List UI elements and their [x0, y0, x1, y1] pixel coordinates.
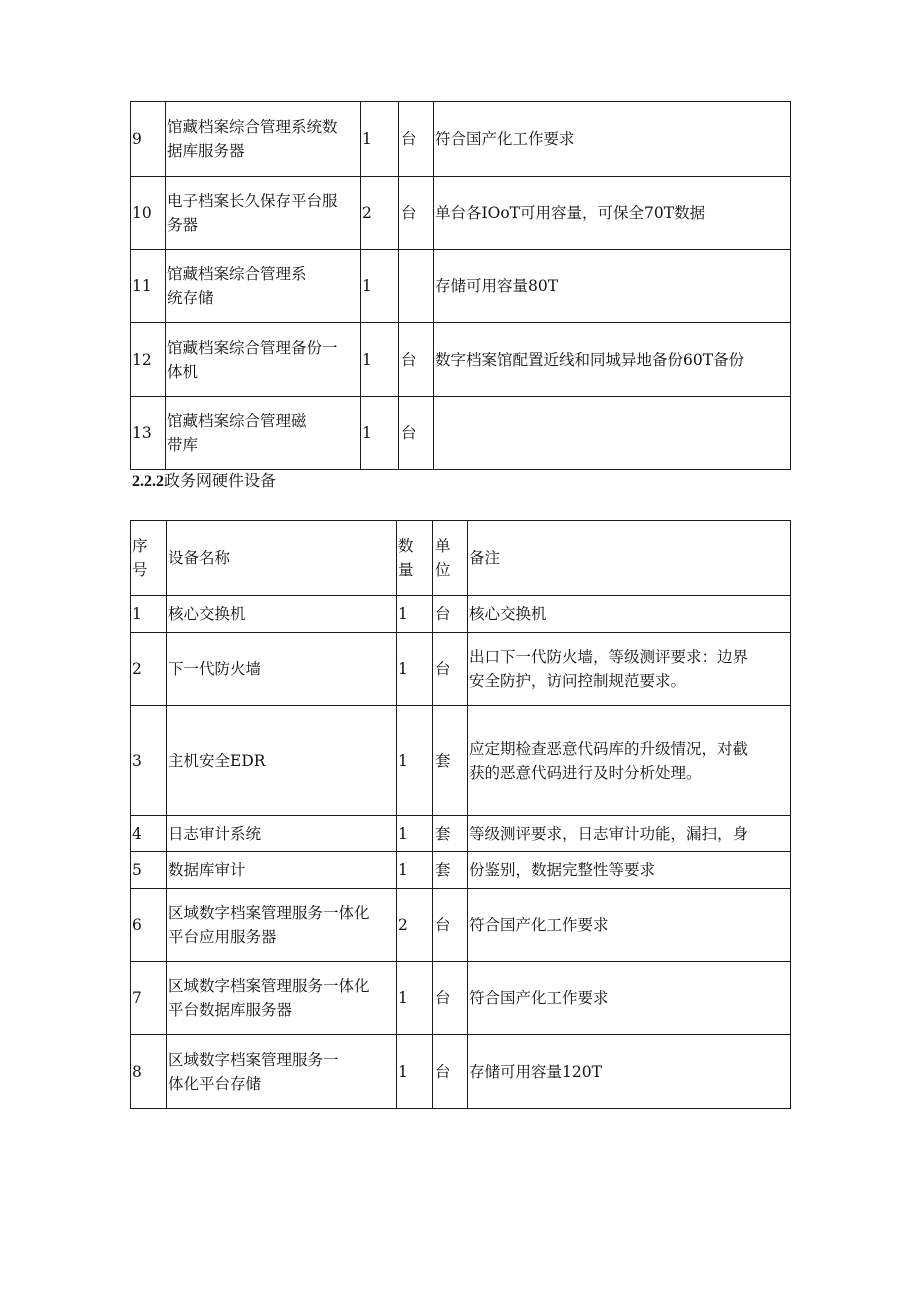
device-name — [167, 962, 397, 1035]
device-name: 核心交换机 — [167, 596, 397, 633]
quantity: 1 — [361, 397, 399, 470]
row-number: 4 — [131, 816, 167, 852]
header-quantity-line: 量 — [398, 561, 414, 579]
device-name-line: 电子档案长久保存平台服 — [167, 192, 338, 210]
row-number: 6 — [131, 889, 167, 962]
unit: 台 — [433, 1035, 468, 1109]
server-table — [130, 101, 791, 470]
note: 核心交换机 — [468, 596, 791, 633]
row-number: 5 — [131, 852, 167, 889]
section-number: 2.2.2 — [132, 473, 164, 490]
header-device-name: 设备名称 — [167, 521, 397, 596]
table-row — [131, 889, 791, 962]
quantity: 1 — [397, 1035, 433, 1109]
note — [468, 706, 791, 816]
header-number-line: 序 — [132, 537, 148, 555]
note: 符合国产化工作要求 — [468, 962, 791, 1035]
device-name-line: 区域数字档案管理服务一体化 — [168, 977, 370, 995]
header-number — [131, 521, 167, 596]
device-name-line: 体机 — [167, 362, 199, 381]
table-row — [131, 323, 791, 397]
quantity: 1 — [361, 250, 399, 323]
device-name-line: 统存储 — [167, 289, 214, 307]
quantity: 1 — [361, 323, 399, 397]
note-line: 安全防护，访问控制规范要求。 — [469, 672, 687, 690]
device-name — [167, 1035, 397, 1109]
device-name-line: 据库服务器 — [167, 142, 245, 160]
device-name: 下一代防火墙 — [167, 633, 397, 706]
device-name — [166, 323, 361, 397]
unit: 台 — [433, 962, 468, 1035]
unit: 套 — [433, 852, 468, 889]
device-name-line: 馆藏档案综合管理磁 — [167, 412, 307, 430]
header-unit — [433, 521, 468, 596]
row-number: 8 — [131, 1035, 167, 1109]
device-name-line: 馆藏档案综合管理备份一 — [167, 338, 338, 357]
header-number-line: 号 — [132, 561, 148, 579]
table-row — [131, 962, 791, 1035]
quantity: 1 — [361, 102, 399, 177]
quantity: 2 — [361, 177, 399, 250]
note: 符合国产化工作要求 — [434, 102, 791, 177]
quantity: 1 — [397, 706, 433, 816]
unit: 套 — [433, 816, 468, 852]
device-name — [166, 177, 361, 250]
row-number: 12 — [131, 323, 166, 397]
note: 符合国产化工作要求 — [468, 889, 791, 962]
unit — [399, 250, 434, 323]
gov-network-hardware-table — [130, 520, 791, 1109]
note: 存储可用容量80T — [434, 250, 791, 323]
section-title: 政务网硬件设备 — [164, 471, 277, 490]
section-heading — [132, 470, 276, 493]
table-row — [131, 397, 791, 470]
unit: 台 — [433, 633, 468, 706]
device-name — [166, 102, 361, 177]
quantity: 1 — [397, 596, 433, 633]
table-row — [131, 706, 791, 816]
table-row — [131, 177, 791, 250]
note: 单台各IOoT可用容量，可保全70T数据 — [434, 177, 791, 250]
unit: 台 — [433, 596, 468, 633]
device-name-line: 体化平台存储 — [168, 1074, 262, 1093]
note-line: 应定期检查恶意代码库的升级情况，对截 — [469, 739, 749, 758]
device-name — [166, 397, 361, 470]
device-name-line: 平台应用服务器 — [168, 928, 277, 946]
device-name-line: 区域数字档案管理服务一体化 — [168, 904, 370, 922]
note-line: 出口下一代防火墙，等级测评要求：边界 — [469, 648, 749, 666]
row-number: 2 — [131, 633, 167, 706]
header-quantity-line: 数 — [398, 537, 414, 555]
table-row — [131, 816, 791, 852]
unit: 台 — [399, 177, 434, 250]
row-number: 13 — [131, 397, 166, 470]
device-name: 数据库审计 — [167, 852, 397, 889]
quantity: 1 — [397, 816, 433, 852]
table-row — [131, 1035, 791, 1109]
quantity: 1 — [397, 633, 433, 706]
table-header-row — [131, 521, 791, 596]
quantity: 2 — [397, 889, 433, 962]
table-row — [131, 250, 791, 323]
header-unit-line: 单 — [435, 537, 451, 555]
note: 份鉴别，数据完整性等要求 — [468, 852, 791, 889]
note: 存储可用容量120T — [468, 1035, 791, 1109]
device-name-line: 平台数据库服务器 — [168, 1001, 293, 1019]
row-number: 3 — [131, 706, 167, 816]
header-quantity — [397, 521, 433, 596]
device-name-line: 带库 — [167, 436, 199, 454]
row-number: 7 — [131, 962, 167, 1035]
table-row — [131, 102, 791, 177]
unit: 台 — [399, 397, 434, 470]
unit: 台 — [433, 889, 468, 962]
header-note: 备注 — [468, 521, 791, 596]
table-row — [131, 633, 791, 706]
header-unit-line: 位 — [435, 561, 451, 579]
device-name: 日志审计系统 — [167, 816, 397, 852]
quantity: 1 — [397, 962, 433, 1035]
unit: 台 — [399, 102, 434, 177]
row-number: 11 — [131, 250, 166, 323]
table-row — [131, 596, 791, 633]
row-number: 10 — [131, 177, 166, 250]
quantity: 1 — [397, 852, 433, 889]
device-name-line: 务器 — [167, 216, 199, 234]
row-number: 9 — [131, 102, 166, 177]
note — [468, 633, 791, 706]
table-row — [131, 852, 791, 889]
unit: 台 — [399, 323, 434, 397]
note: 数字档案馆配置近线和同城异地备份60T备份 — [434, 323, 791, 397]
row-number: 1 — [131, 596, 167, 633]
device-name-line: 馆藏档案综合管理系统数 — [167, 118, 338, 136]
note-line: 获的恶意代码进行及时分析处理。 — [469, 763, 702, 782]
note — [434, 397, 791, 470]
device-name — [166, 250, 361, 323]
device-name: 主机安全EDR — [167, 706, 397, 816]
device-name-line: 区域数字档案管理服务一 — [168, 1050, 339, 1069]
note: 等级测评要求，日志审计功能，漏扫，身 — [468, 816, 791, 852]
unit: 套 — [433, 706, 468, 816]
device-name-line: 馆藏档案综合管理系 — [167, 265, 307, 283]
device-name — [167, 889, 397, 962]
